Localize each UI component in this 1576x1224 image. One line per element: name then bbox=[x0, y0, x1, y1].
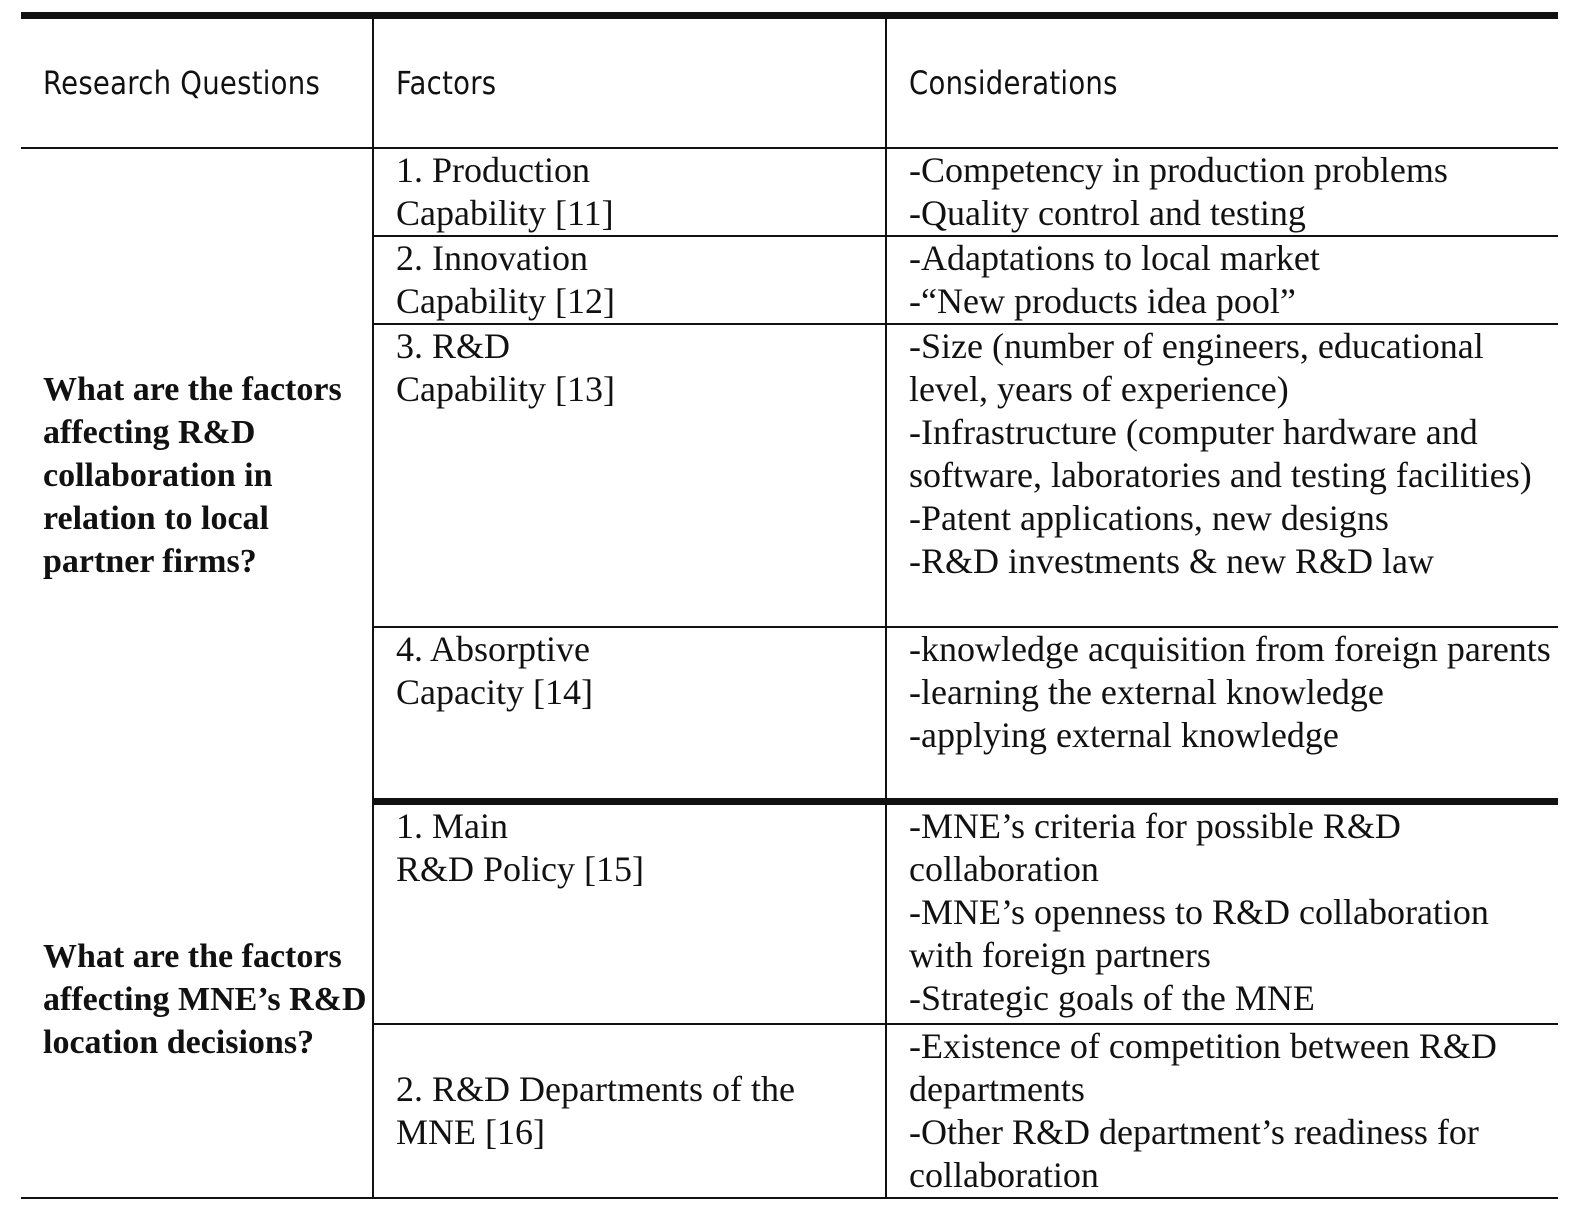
list-item: -MNE’s openness to R&D collaboration with foreign partners bbox=[909, 892, 1489, 975]
considerations-cell bbox=[886, 324, 1558, 627]
considerations-cell bbox=[886, 236, 1558, 324]
considerations-cell bbox=[886, 802, 1558, 1025]
considerations-cell bbox=[886, 148, 1558, 236]
list-item: -learning the external knowledge bbox=[909, 672, 1384, 712]
list-item: -Strategic goals of the MNE bbox=[909, 978, 1315, 1018]
header-considerations: Considerations bbox=[886, 16, 1558, 149]
list-item: -“New products idea pool” bbox=[909, 281, 1296, 321]
table-row bbox=[21, 148, 1558, 236]
table-header-row bbox=[21, 16, 1558, 149]
factor-cell: 2. Innovation Capability [12] bbox=[373, 236, 886, 324]
header-research-questions: Research Questions bbox=[21, 16, 373, 149]
factor-cell: 1. Production Capability [11] bbox=[373, 148, 886, 236]
table-row bbox=[21, 802, 1558, 1025]
research-question-1: What are the factors affecting R&D collaboration in relation to local partner firms? bbox=[21, 148, 373, 802]
list-item: -Infrastructure (computer hardware and software, laboratories and testing facilities) bbox=[909, 412, 1532, 495]
list-item: -Adaptations to local market bbox=[909, 238, 1320, 278]
list-item: -applying external knowledge bbox=[909, 715, 1339, 755]
considerations-cell bbox=[886, 627, 1558, 802]
list-item: -knowledge acquisition from foreign parents bbox=[909, 629, 1551, 669]
factor-cell: 3. R&D Capability [13] bbox=[373, 324, 886, 627]
factor-cell: 2. R&D Departments of the MNE [16] bbox=[373, 1024, 886, 1198]
research-question-2: What are the factors affecting MNE’s R&D location decisions? bbox=[21, 802, 373, 1199]
list-item: -Quality control and testing bbox=[909, 193, 1306, 233]
considerations-cell bbox=[886, 1024, 1558, 1198]
header-factors: Factors bbox=[373, 16, 886, 149]
factor-cell: 4. Absorptive Capacity [14] bbox=[373, 627, 886, 802]
research-factors-table bbox=[21, 12, 1558, 1199]
list-item: -Competency in production problems bbox=[909, 150, 1448, 190]
list-item: -MNE’s criteria for possible R&D collaboration bbox=[909, 806, 1401, 889]
list-item: -R&D investments & new R&D law bbox=[909, 541, 1434, 581]
list-item: -Existence of competition between R&D departments bbox=[909, 1026, 1497, 1109]
list-item: -Size (number of engineers, educational level, years of experience) bbox=[909, 326, 1484, 409]
list-item: -Patent applications, new designs bbox=[909, 498, 1389, 538]
list-item: -Other R&D department’s readiness for collaboration bbox=[909, 1112, 1479, 1195]
factor-cell: 1. Main R&D Policy [15] bbox=[373, 802, 886, 1025]
